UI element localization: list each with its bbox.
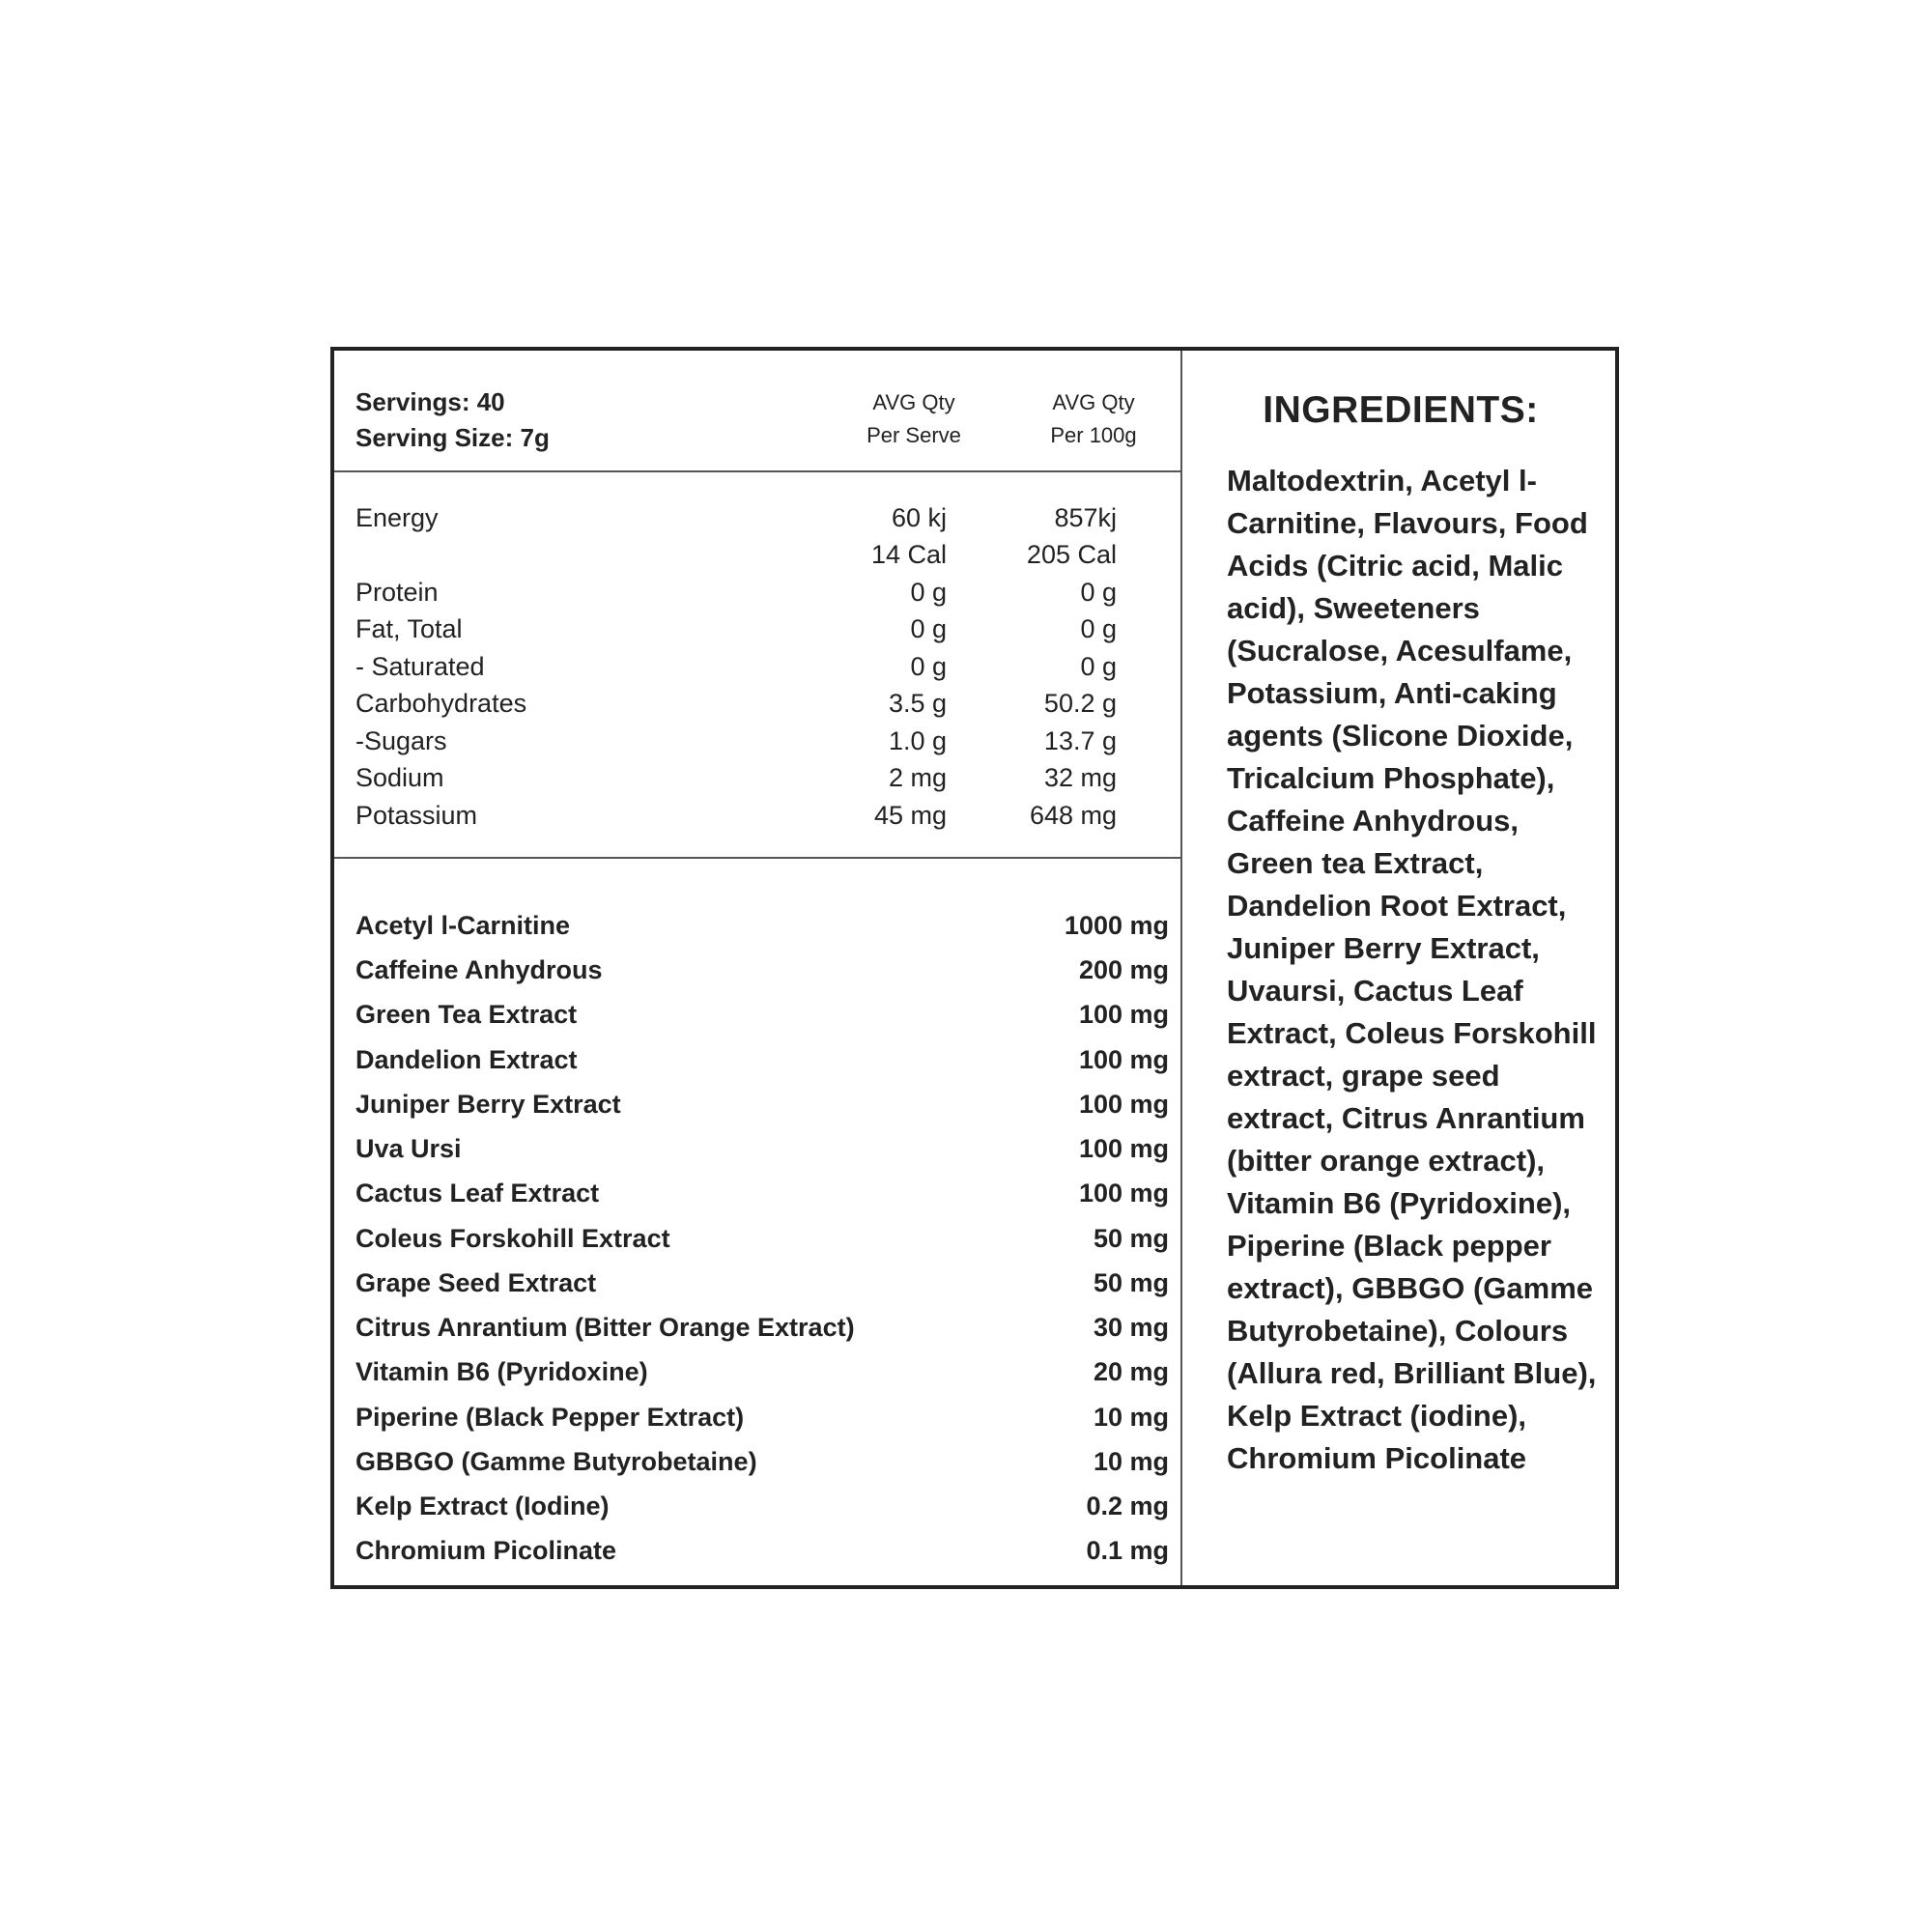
nutrition-label-panel <box>330 347 1619 1589</box>
active-row: Piperine (Black Pepper Extract) 10 mg <box>355 1403 1169 1432</box>
active-row: Chromium Picolinate 0.1 mg <box>355 1536 1169 1565</box>
ingredients-title: INGREDIENTS: <box>1263 389 1539 431</box>
nutrition-row-sodium: Sodium 2 mg 32 mg <box>355 763 1117 792</box>
ingredients-line: Dandelion Root Extract, <box>1227 889 1567 923</box>
active-row: Kelp Extract (Iodine) 0.2 mg <box>355 1492 1169 1520</box>
ingredients-line: Chromium Picolinate <box>1227 1441 1527 1475</box>
ingredients-line: extract, Citrus Anrantium <box>1227 1101 1585 1135</box>
active-row: Dandelion Extract 100 mg <box>355 1045 1169 1074</box>
ingredients-line: Potassium, Anti-caking <box>1227 676 1557 710</box>
ingredients-line: Tricalcium Phosphate), <box>1227 761 1555 795</box>
nutrition-row-calories: 14 Cal 205 Cal <box>870 540 1117 569</box>
ingredients-line: Butyrobetaine), Colours <box>1227 1314 1569 1348</box>
ingredients-line: agents (Slicone Dioxide, <box>1227 719 1574 753</box>
ingredients-line: Extract, Coleus Forskohill <box>1227 1016 1597 1050</box>
servings-text: Servings: 40 <box>355 387 505 416</box>
per-serve-header: AVG Qty Per Serve <box>867 390 961 447</box>
active-row: Cactus Leaf Extract 100 mg <box>355 1179 1169 1208</box>
ingredients-line: (Allura red, Brilliant Blue), <box>1227 1356 1597 1390</box>
active-row: Acetyl l-Carnitine 1000 mg <box>355 911 1169 940</box>
active-row: Juniper Berry Extract 100 mg <box>355 1090 1169 1119</box>
per-100g-header: AVG Qty Per 100g <box>1050 390 1137 447</box>
active-row: Grape Seed Extract 50 mg <box>355 1268 1169 1297</box>
ingredients-line: acid), Sweeteners <box>1227 591 1480 625</box>
active-row: GBBGO (Gamme Butyrobetaine) 10 mg <box>355 1447 1169 1476</box>
ingredients-text <box>1227 460 1617 1480</box>
active-row: Green Tea Extract 100 mg <box>355 1000 1169 1029</box>
ingredients-line: Uvaursi, Cactus Leaf <box>1227 974 1523 1008</box>
ingredients-line: Acids (Citric acid, Malic <box>1227 549 1563 582</box>
active-row: Citrus Anrantium (Bitter Orange Extract) 30 mg <box>355 1313 1169 1342</box>
ingredients-line: Piperine (Black pepper <box>1227 1229 1551 1263</box>
nutrition-row-protein: Protein 0 g 0 g <box>355 578 1117 607</box>
active-row: Uva Ursi 100 mg <box>355 1134 1169 1163</box>
nutrition-row-saturated: - Saturated 0 g 0 g <box>355 652 1117 681</box>
nutrition-divider <box>334 857 1180 859</box>
serving-size-text: Serving Size: 7g <box>355 423 550 452</box>
ingredients-line: extract), GBBGO (Gamme <box>1227 1271 1593 1305</box>
ingredients-line: Green tea Extract, <box>1227 846 1484 880</box>
nutrition-row-carbohydrates: Carbohydrates 3.5 g 50.2 g <box>355 689 1117 718</box>
ingredients-line: extract, grape seed <box>1227 1059 1500 1093</box>
active-row: Coleus Forskohill Extract 50 mg <box>355 1224 1169 1253</box>
header-divider <box>334 470 1180 472</box>
nutrition-row-fat-total: Fat, Total 0 g 0 g <box>355 614 1117 643</box>
ingredients-line: (bitter orange extract), <box>1227 1144 1546 1178</box>
active-row: Caffeine Anhydrous 200 mg <box>355 955 1169 984</box>
nutrition-row-potassium: Potassium 45 mg 648 mg <box>355 801 1117 830</box>
nutrition-row-energy: Energy 60 kj 857kj <box>355 503 1117 532</box>
nutrition-row-sugars: -Sugars 1.0 g 13.7 g <box>355 726 1117 755</box>
ingredients-line: Vitamin B6 (Pyridoxine), <box>1227 1186 1572 1220</box>
ingredients-line: Juniper Berry Extract, <box>1227 931 1540 965</box>
ingredients-line: Maltodextrin, Acetyl l- <box>1227 464 1537 497</box>
ingredients-line: Kelp Extract (iodine), <box>1227 1399 1527 1433</box>
ingredients-line: Carnitine, Flavours, Food <box>1227 506 1588 540</box>
ingredients-line: Caffeine Anhydrous, <box>1227 804 1519 838</box>
active-row: Vitamin B6 (Pyridoxine) 20 mg <box>355 1357 1169 1386</box>
column-divider <box>1180 351 1182 1585</box>
ingredients-line: (Sucralose, Acesulfame, <box>1227 634 1573 668</box>
